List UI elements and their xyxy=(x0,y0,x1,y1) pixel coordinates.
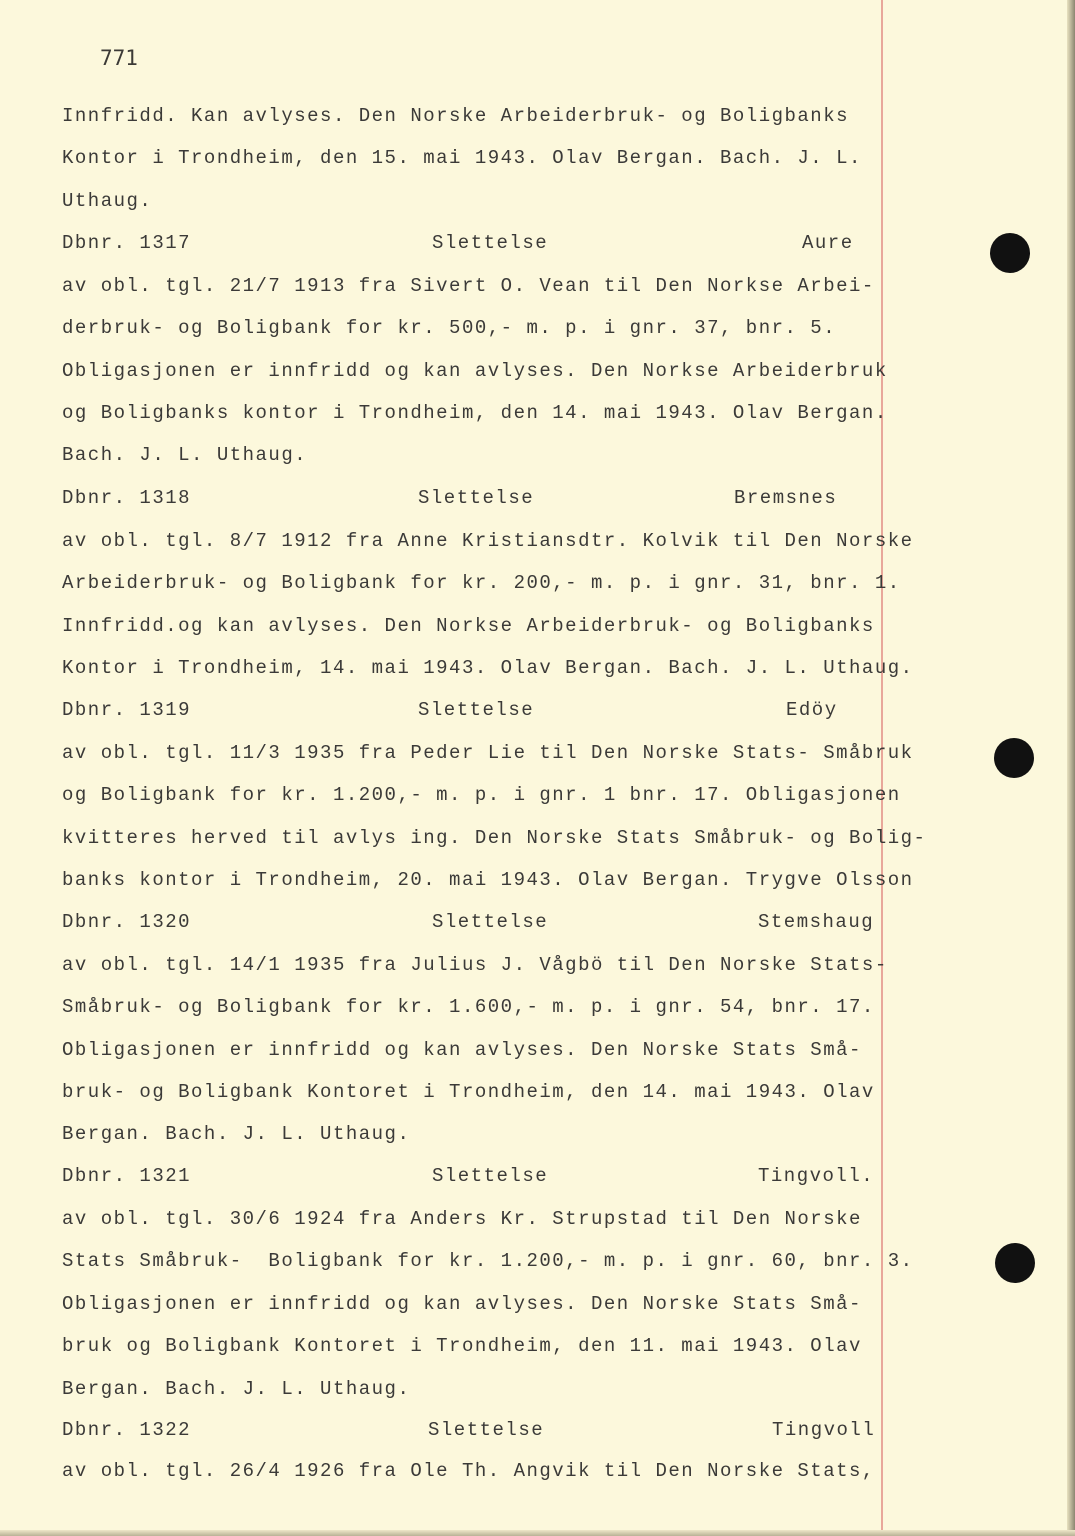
entry-number: Dbnr. 1320 xyxy=(62,911,192,933)
entry-place: Stemshaug xyxy=(758,911,875,933)
entry-number: Dbnr. 1321 xyxy=(62,1165,192,1187)
text-line: Bergan. Bach. J. L. Uthaug. xyxy=(62,1378,411,1400)
text-line: Arbeiderbruk- og Boligbank for kr. 200,- m. p. i gnr. 31, bnr. 1. xyxy=(62,572,901,594)
text-line: av obl. tgl. 26/4 1926 fra Ole Th. Angvik til Den Norske Stats, xyxy=(62,1460,875,1482)
text-line: av obl. tgl. 11/3 1935 fra Peder Lie til Den Norske Stats- Småbruk xyxy=(62,742,914,764)
text-line: Kontor i Trondheim, 14. mai 1943. Olav Bergan. Bach. J. L. Uthaug. xyxy=(62,657,914,679)
entry-place: Tingvoll. xyxy=(758,1165,875,1187)
text-line: Innfridd.og kan avlyses. Den Norkse Arbeiderbruk- og Boligbanks xyxy=(62,615,875,637)
entry-heading xyxy=(62,698,862,722)
entry-type: Slettelse xyxy=(418,699,535,721)
page-edge-right xyxy=(1067,0,1075,1536)
text-line: derbruk- og Boligbank for kr. 500,- m. p. i gnr. 37, bnr. 5. xyxy=(62,317,837,339)
entry-type: Slettelse xyxy=(432,1165,549,1187)
punch-hole xyxy=(994,738,1034,778)
text-line: av obl. tgl. 14/1 1935 fra Julius J. Vågbö til Den Norske Stats- xyxy=(62,954,888,976)
entry-type: Slettelse xyxy=(418,487,535,509)
text-line: og Boligbanks kontor i Trondheim, den 14. mai 1943. Olav Bergan. xyxy=(62,402,888,424)
entry-place: Tingvoll xyxy=(772,1419,876,1441)
punch-hole xyxy=(990,233,1030,273)
text-line: Bergan. Bach. J. L. Uthaug. xyxy=(62,1123,411,1145)
entry-heading xyxy=(62,910,875,934)
entry-place: Edöy xyxy=(786,699,838,721)
text-line: av obl. tgl. 21/7 1913 fra Sivert O. Vean til Den Norkse Arbei- xyxy=(62,275,875,297)
punch-hole xyxy=(995,1243,1035,1283)
text-line: Uthaug. xyxy=(62,190,153,212)
entry-heading xyxy=(62,486,862,510)
text-line: Obligasjonen er innfridd og kan avlyses. Den Norske Stats Små- xyxy=(62,1039,862,1061)
entry-heading xyxy=(62,231,862,255)
text-line: bruk- og Boligbank Kontoret i Trondheim, den 14. mai 1943. Olav xyxy=(62,1081,875,1103)
page-edge-bottom xyxy=(0,1530,1075,1536)
entry-type: Slettelse xyxy=(432,232,549,254)
text-line: av obl. tgl. 8/7 1912 fra Anne Kristiansdtr. Kolvik til Den Norske xyxy=(62,530,914,552)
text-line: Småbruk- og Boligbank for kr. 1.600,- m. p. i gnr. 54, bnr. 17. xyxy=(62,996,875,1018)
margin-rule xyxy=(881,0,883,1536)
text-line: kvitteres herved til avlys ing. Den Norske Stats Småbruk- og Bolig- xyxy=(62,827,927,849)
entry-heading xyxy=(62,1164,875,1188)
entry-number: Dbnr. 1317 xyxy=(62,232,192,254)
text-line: og Boligbank for kr. 1.200,- m. p. i gnr. 1 bnr. 17. Obligasjonen xyxy=(62,784,901,806)
text-line: banks kontor i Trondheim, 20. mai 1943. Olav Bergan. Trygve Olsson xyxy=(62,869,914,891)
text-line: av obl. tgl. 30/6 1924 fra Anders Kr. Strupstad til Den Norske xyxy=(62,1208,862,1230)
entry-heading xyxy=(62,1418,876,1442)
page-number: 771 xyxy=(100,46,138,70)
text-line: Stats Småbruk- Boligbank for kr. 1.200,- m. p. i gnr. 60, bnr. 3. xyxy=(62,1250,914,1272)
text-line: Bach. J. L. Uthaug. xyxy=(62,444,308,466)
entry-type: Slettelse xyxy=(428,1419,545,1441)
text-line: Innfridd. Kan avlyses. Den Norske Arbeiderbruk- og Boligbanks xyxy=(62,105,850,127)
text-line: Kontor i Trondheim, den 15. mai 1943. Olav Bergan. Bach. J. L. xyxy=(62,147,862,169)
entry-type: Slettelse xyxy=(432,911,549,933)
entry-number: Dbnr. 1319 xyxy=(62,699,192,721)
text-line: bruk og Boligbank Kontoret i Trondheim, den 11. mai 1943. Olav xyxy=(62,1335,862,1357)
entry-number: Dbnr. 1322 xyxy=(62,1419,192,1441)
text-line: Obligasjonen er innfridd og kan avlyses. Den Norske Stats Små- xyxy=(62,1293,862,1315)
entry-place: Aure xyxy=(802,232,854,254)
entry-number: Dbnr. 1318 xyxy=(62,487,192,509)
entry-place: Bremsnes xyxy=(734,487,838,509)
text-line: Obligasjonen er innfridd og kan avlyses. Den Norkse Arbeiderbruk xyxy=(62,360,888,382)
